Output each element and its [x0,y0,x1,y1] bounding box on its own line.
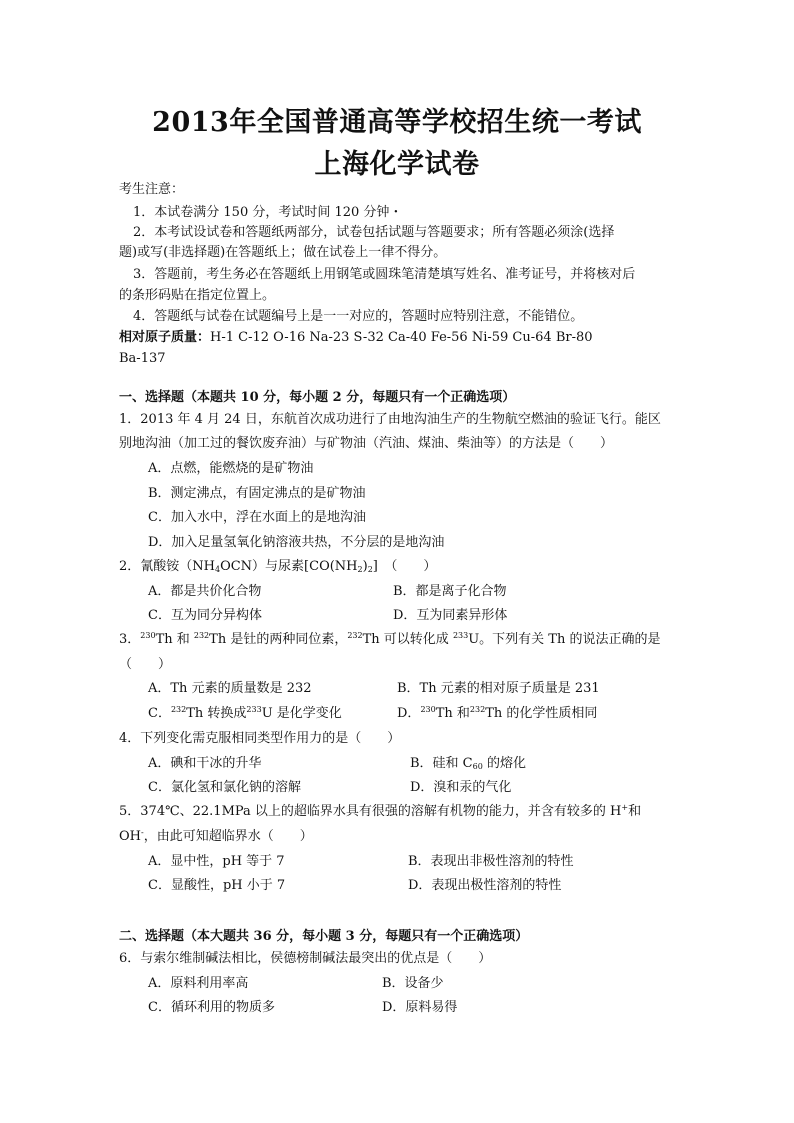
q3-d-text-1: Th 和 [435,706,470,721]
q5-option-b: B．表现出非极性溶剂的特性 [408,854,574,869]
q3-d-sup-1: 230 [420,705,436,714]
q1-option-c: C．加入水中，浮在水面上的是地沟油 [148,510,366,525]
q3-number: 3． [119,632,141,647]
notice-item-2-cont: 题)或写(非选择题)在答题纸上；做在试卷上一律不得分。 [119,245,447,260]
q2-stem-text-1: 2．氰酸铵（NH [119,559,215,574]
q2-option-d: D．互为同素异形体 [393,608,508,623]
q5-option-c: C．显酸性，pH 小于 7 [148,878,286,893]
atomic-mass-values: H-1 C-12 O-16 Na-23 S-32 Ca-40 Fe-56 Ni-59 Cu-64 Br-80 [210,330,593,345]
q3-d-text-2: Th 的化学性质相同 [485,706,598,721]
atomic-mass-line [119,329,593,347]
q1-option-d: D．加入足量氢氧化钠溶液共热，不分层的是地沟油 [148,535,445,550]
q3-c-sup-2: 233 [246,705,262,714]
q3-option-d [397,705,597,723]
notice-item-1: 1．本试卷满分 150 分，考试时间 120 分钟・ [133,205,403,220]
atomic-mass-values-2: Ba-137 [119,351,166,366]
q3-c-text-2: U 是化学变化 [261,706,342,721]
q2-stem [119,558,436,576]
q5-sup-1: + [621,803,629,812]
exam-title-line2: 上海化学试卷 [314,149,480,180]
q3-stem-line1 [119,631,660,649]
q3-text-2: Th 是钍的两种同位素， [209,632,348,647]
q3-c-prefix: C． [148,706,171,721]
q3-d-sup-2: 232 [469,705,486,714]
q5-text-1: 5．374℃、22.1MPa 以上的超临界水具有很强的溶解有机物的能力，并含有较多的 H [119,804,622,819]
q3-text-3: Th 可以转化成 [362,632,453,647]
q2-stem-text-3: ) [362,559,368,574]
q5-text-2: 和 [628,804,642,819]
q2-option-a: A．都是共价化合物 [148,584,262,599]
q5-sup-2: - [141,828,144,837]
q3-sup-1: 230 [140,631,156,640]
q2-option-b: B．都是离子化合物 [393,584,507,599]
section2-heading: 二、选择题（本大题共 36 分，每小题 3 分，每题只有一个正确选项） [119,929,529,944]
q4-stem: 4．下列变化需克服相同类型作用力的是（ ） [119,731,401,746]
q2-option-c: C．互为同分异构体 [148,608,262,623]
q1-stem-line2: 别地沟油（加工过的餐饮废弃油）与矿物油（汽油、煤油、柴油等）的方法是（ ） [119,436,614,451]
section1-heading: 一、选择题（本题共 10 分，每小题 2 分，每题只有一个正确选项） [119,390,516,405]
q4-b-text-1: B．硅和 C [410,756,473,771]
q3-option-c [148,705,342,723]
q1-stem-line1: 1．2013 年 4 月 24 日，东航首次成功进行了由地沟油生产的生物航空燃油的验证飞行。能区 [119,412,661,427]
q4-option-d: D．溴和汞的气化 [410,780,512,795]
q4-option-c: C．氯化氢和氯化钠的溶解 [148,780,301,795]
notice-item-3: 3．答题前，考生务必在答题纸上用钢笔或圆珠笔清楚填写姓名、准考证号，并将核对后 [133,267,636,282]
q3-sup-3: 232 [347,631,363,640]
q2-stem-text-2: OCN）与尿素[CO(NH [220,559,358,574]
q3-text-1: Th 和 [155,632,194,647]
q5-text-4: ，由此可知超临界水（ ） [143,829,313,844]
q3-option-a: A．Th 元素的质量数是 232 [148,681,312,696]
q5-stem-line2 [119,828,313,846]
notice-item-2: 2．本考试设试卷和答题纸两部分，试卷包括试题与答题要求；所有答题必须涂(选择 [133,225,615,240]
q3-sup-4: 233 [452,631,469,640]
q3-sup-2: 232 [193,631,210,640]
q3-stem-line2: （ ） [119,657,172,672]
q6-option-a: A．原料利用率高 [148,976,249,991]
q2-sub-3: 2 [367,565,373,574]
q2-sub-2: 2 [357,565,363,574]
q2-stem-text-4: ] （ ） [372,559,437,574]
q2-sub-1: 4 [214,565,221,574]
q4-b-text-2: 的熔化 [482,756,526,771]
q3-option-b: B．Th 元素的相对原子质量是 231 [397,681,600,696]
q4-b-sub: 60 [472,762,483,771]
q4-option-b [410,755,526,773]
q6-option-b: B．设备少 [382,976,444,991]
exam-title-line1: 2013年全国普通高等学校招生统一考试 [152,107,642,138]
notice-item-3-cont: 的条形码贴在指定位置上。 [119,288,276,303]
q6-option-d: D．原料易得 [382,1000,458,1015]
atomic-mass-label: 相对原子质量： [119,330,211,345]
q3-d-prefix: D． [397,706,421,721]
q3-text-4: U。下列有关 Th 的说法正确的是 [468,632,661,647]
q6-option-c: C．循环利用的物质多 [148,1000,275,1015]
q5-stem-line1 [119,803,641,821]
q1-option-a: A．点燃，能燃烧的是矿物油 [148,461,314,476]
notice-heading: 考生注意： [119,182,185,197]
notice-item-4: 4．答题纸与试卷在试题编号上是一一对应的，答题时应特别注意，不能错位。 [133,309,584,324]
q3-c-sup-1: 232 [170,705,187,714]
q5-text-3: OH [119,829,141,844]
q6-stem: 6．与索尔维制碱法相比，侯德榜制碱法最突出的优点是（ ） [119,951,492,966]
q5-option-a: A．显中性，pH 等于 7 [148,854,285,869]
q4-option-a: A．碘和干冰的升华 [148,756,262,771]
q5-option-d: D．表现出极性溶剂的特性 [408,878,562,893]
q1-option-b: B．测定沸点，有固定沸点的是矿物油 [148,486,366,501]
q3-c-text-1: Th 转换成 [186,706,247,721]
